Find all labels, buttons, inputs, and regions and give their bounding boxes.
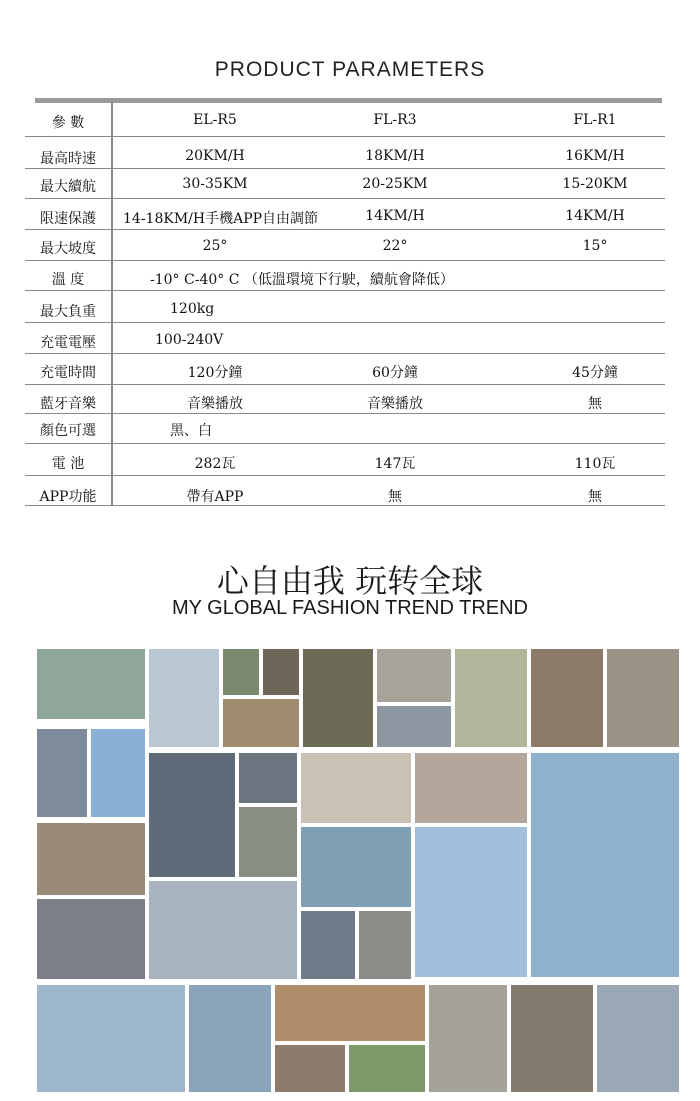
row-label: 溫 度	[51, 272, 85, 288]
row-divider	[25, 290, 665, 291]
col-fl-r3: 22°	[382, 238, 408, 254]
col-el-r5: 100-240V	[155, 332, 224, 348]
row-label: 電 池	[51, 456, 85, 472]
collage-photo	[148, 752, 236, 878]
row-divider	[25, 384, 665, 385]
row-divider	[25, 260, 665, 261]
row-divider	[25, 505, 665, 506]
collage-photo	[188, 984, 272, 1093]
row-label: 最大負重	[40, 304, 96, 320]
col-el-r5: 帶有APP	[186, 489, 244, 505]
collage-photo	[148, 880, 298, 980]
col-el-r5: 14-18KM/H手機APP自由調節	[123, 211, 319, 227]
collage-photo	[238, 806, 298, 878]
slogan-english: MY GLOBAL FASHION TREND TREND	[171, 597, 528, 619]
row-label: 限速保護	[40, 211, 96, 227]
col-el-r5: 20KM/H	[185, 148, 245, 164]
collage-photo	[274, 1044, 346, 1093]
row-label: 參 數	[51, 115, 85, 131]
col-el-r5: 25°	[202, 238, 228, 254]
col-el-r5: 30-35KM	[182, 176, 248, 192]
col-el-r5: 音樂播放	[187, 396, 243, 412]
collage-photo	[238, 752, 298, 804]
collage-photo	[36, 898, 146, 980]
col-fl-r3: FL-R3	[373, 112, 417, 128]
table-top-rule	[35, 98, 662, 103]
collage-photo	[262, 648, 300, 696]
collage-photo	[358, 910, 412, 980]
collage-photo	[376, 648, 452, 703]
row-label: 充電時間	[40, 365, 96, 381]
collage-photo	[348, 1044, 426, 1093]
collage-photo	[302, 648, 374, 748]
col-fl-r3: 60分鐘	[372, 365, 418, 381]
col-fl-r1: 16KM/H	[565, 148, 625, 164]
collage-photo	[36, 728, 88, 818]
col-fl-r1: 110瓦	[574, 456, 616, 472]
row-divider	[25, 443, 665, 444]
row-divider	[25, 136, 665, 137]
collage-photo	[414, 752, 528, 824]
row-label: 最大坡度	[40, 241, 96, 257]
collage-photo	[428, 984, 508, 1093]
collage-photo	[454, 648, 528, 748]
page-title: PRODUCT PARAMETERS	[214, 58, 486, 81]
col-el-r5: 282瓦	[194, 456, 236, 472]
row-label: 最大續航	[40, 179, 96, 195]
collage-photo	[510, 984, 594, 1093]
col-el-r5: EL-R5	[193, 112, 237, 128]
collage-photo	[274, 984, 426, 1042]
col-el-r5: -10° C-40° C （低溫環境下行駛，續航會降低）	[150, 272, 454, 288]
row-divider	[25, 413, 665, 414]
collage-photo	[414, 826, 528, 978]
row-label: APP功能	[39, 489, 97, 505]
row-divider	[25, 168, 665, 169]
row-divider	[25, 322, 665, 323]
collage-photo	[148, 648, 220, 748]
slogan-chinese: 心自由我 玩转全球	[216, 562, 484, 600]
collage-photo	[36, 822, 146, 896]
collage-photo	[300, 826, 412, 908]
col-fl-r1: 無	[588, 396, 602, 412]
collage-photo	[36, 648, 146, 720]
collage-photo	[222, 698, 300, 748]
col-fl-r3: 音樂播放	[367, 396, 423, 412]
collage-photo	[530, 752, 680, 978]
row-label: 藍牙音樂	[40, 396, 96, 412]
collage-photo	[530, 648, 604, 748]
collage-photo	[90, 728, 146, 818]
col-fl-r1: 15-20KM	[562, 176, 628, 192]
col-fl-r3: 18KM/H	[365, 148, 425, 164]
col-fl-r3: 147瓦	[374, 456, 416, 472]
col-el-r5: 黑、白	[170, 423, 212, 439]
col-el-r5: 120kg	[170, 301, 215, 317]
row-divider	[25, 198, 665, 199]
collage-photo	[300, 752, 412, 824]
collage-photo	[376, 705, 452, 748]
row-divider	[25, 353, 665, 354]
col-fl-r1: 15°	[582, 238, 608, 254]
row-divider	[25, 229, 665, 230]
row-label: 最高時速	[40, 151, 96, 167]
table-column-divider	[111, 103, 113, 506]
collage-photo	[596, 984, 680, 1093]
col-fl-r3: 無	[388, 489, 402, 505]
collage-photo	[300, 910, 356, 980]
col-el-r5: 120分鐘	[187, 365, 243, 381]
col-fl-r3: 14KM/H	[365, 208, 425, 224]
collage-photo	[606, 648, 680, 748]
col-fl-r1: 45分鐘	[572, 365, 618, 381]
collage-photo	[222, 648, 260, 696]
collage-photo	[36, 984, 186, 1093]
row-label: 充電電壓	[40, 335, 96, 351]
row-label: 顏色可選	[40, 423, 96, 439]
photo-collage	[36, 648, 680, 1093]
col-fl-r1: 無	[588, 489, 602, 505]
col-fl-r1: FL-R1	[573, 112, 617, 128]
row-divider	[25, 475, 665, 476]
col-fl-r1: 14KM/H	[565, 208, 625, 224]
col-fl-r3: 20-25KM	[362, 176, 428, 192]
